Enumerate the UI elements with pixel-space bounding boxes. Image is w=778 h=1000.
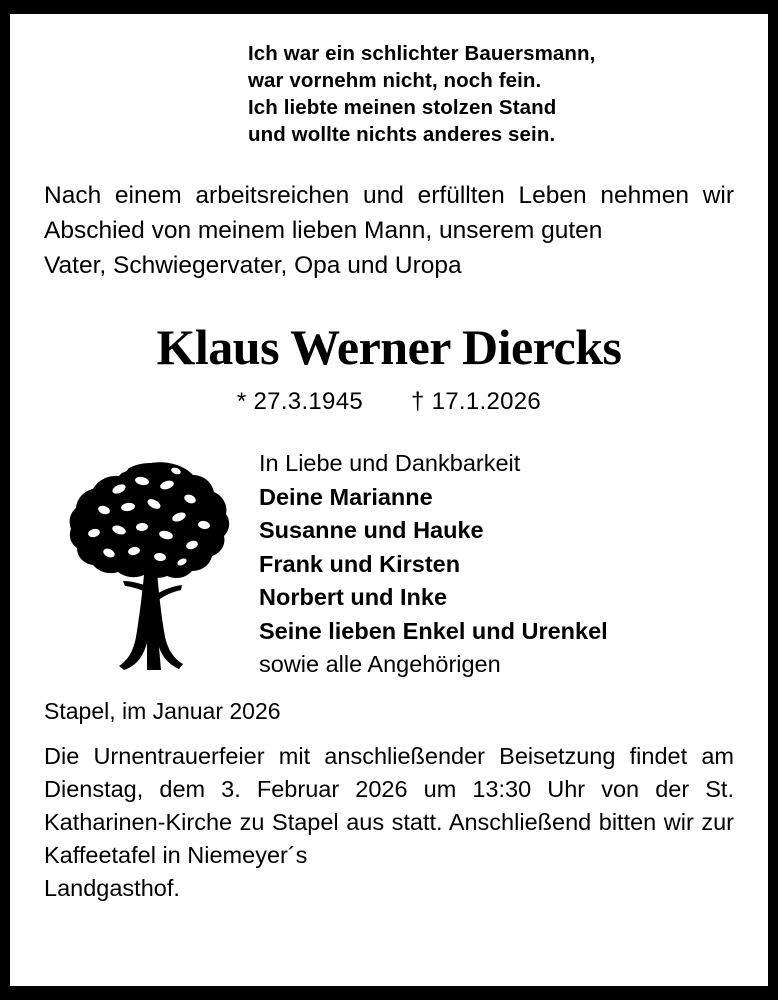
intro-last-line: Vater, Schwiegervater, Opa und Uropa	[44, 252, 462, 279]
verse-line-3: Ich liebte meinen stolzen Stand	[248, 96, 557, 119]
cross-symbol: †	[410, 388, 425, 415]
place-and-date: Stapel, im Januar 2026	[44, 697, 281, 724]
birth-date: 27.3.1945	[253, 388, 364, 415]
family-line-5: Norbert und Inke	[259, 584, 448, 610]
intro-paragraph	[44, 178, 734, 283]
family-line-3: Susanne und Hauke	[259, 517, 484, 543]
funeral-details	[44, 740, 734, 905]
obituary-content	[10, 14, 768, 986]
verse-line-4: und wollte nichts anderes sein.	[248, 123, 556, 146]
intro-text: Nach einem arbeitsreichen und erfüllten Leben nehmen wir Abschied von meinem lieben Mann, unserem guten	[44, 182, 734, 244]
family-line-7: sowie alle Angehörigen	[259, 651, 501, 677]
funeral-details-last-line: Landgasthof.	[44, 874, 180, 901]
verse-block	[248, 40, 734, 148]
funeral-details-text: Die Urnentrauerfeier mit anschließender Beisetzung findet am Dienstag, dem 3. Februar 2026 um 13:30 Uhr von der St. Katharinen-Kirche zu Stapel aus statt. Anschließend bitten wir zur Kaffeetafel in Niemeyer´s	[44, 742, 734, 868]
family-names	[259, 439, 734, 682]
life-dates	[44, 387, 734, 417]
tree-illustration	[44, 439, 259, 675]
birth-star-symbol: *	[236, 388, 247, 415]
family-line-4: Frank und Kirsten	[259, 550, 461, 577]
family-line-2: Deine Marianne	[259, 483, 433, 510]
verse-line-1: Ich war ein schlichter Bauersmann,	[248, 42, 596, 65]
death-date: 17.1.2026	[431, 388, 542, 415]
deceased-name: Klaus Werner Diercks	[156, 319, 622, 375]
tree-icon	[64, 447, 239, 675]
family-line-6: Seine lieben Enkel und Urenkel	[259, 617, 608, 644]
family-line-1: In Liebe und Dankbarkeit	[259, 450, 521, 476]
tree-and-family-section	[44, 439, 734, 682]
verse-line-2: war vornehm nicht, noch fein.	[248, 69, 542, 92]
